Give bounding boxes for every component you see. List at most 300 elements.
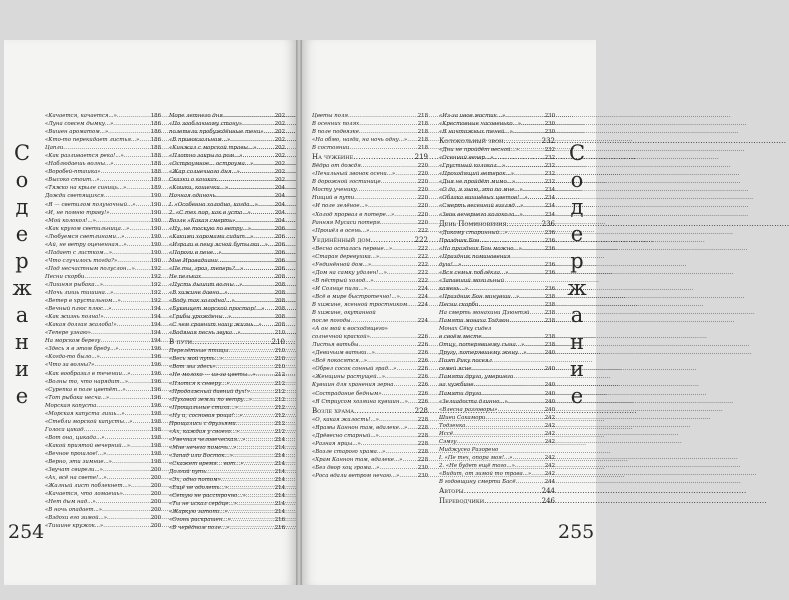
entry-page-number: 190	[150, 201, 161, 208]
dot-leader	[253, 233, 273, 241]
dot-leader	[126, 386, 150, 394]
dot-leader	[461, 261, 543, 269]
dot-leader	[101, 168, 150, 176]
toc-entry	[312, 301, 428, 309]
entry-page-number: 226	[417, 374, 428, 381]
entry-page-number: 198	[150, 418, 161, 425]
entry-page-number: 220	[417, 219, 428, 226]
entry-page-number: 236	[544, 269, 555, 276]
toc-entry	[45, 289, 161, 297]
toc-entry	[45, 442, 161, 450]
entry-page-number: 196	[150, 362, 161, 369]
entry-page-number: 196	[150, 354, 161, 361]
entry-page-number: 208	[274, 281, 285, 288]
dot-leader	[104, 313, 150, 321]
toc-entry	[439, 309, 555, 317]
entry-page-number: 244	[544, 479, 555, 486]
entry-page-number: 214	[274, 485, 285, 492]
toc-entry	[45, 394, 161, 402]
dot-leader	[228, 184, 274, 192]
entry-title: «Звучат свирели...»	[45, 467, 103, 474]
entry-title: Сэмгу	[439, 438, 457, 445]
entry-page-number: 208	[274, 298, 285, 305]
toc-entry	[439, 154, 555, 162]
entry-page-number: 238	[544, 342, 555, 349]
toc-entry	[45, 281, 161, 289]
entry-title: Отцу, потерявшему сына...»	[439, 342, 525, 349]
dot-leader	[217, 176, 274, 184]
entry-page-number	[554, 373, 555, 381]
dot-leader	[523, 186, 544, 194]
entry-page-number: 226	[417, 390, 428, 397]
toc-entry	[169, 404, 285, 412]
toc-entry	[312, 112, 428, 120]
entry-page-number: 236	[544, 237, 555, 244]
entry-title: «Влесна разговоры»	[439, 406, 498, 413]
toc-entry	[169, 273, 285, 281]
toc-entry	[45, 265, 161, 273]
entry-page-number: 200	[150, 507, 161, 514]
entry-title: «Праздник поминовения	[439, 253, 511, 260]
entry-title: «Сурепка в поле цветёт...»	[45, 386, 126, 393]
toc-entry	[312, 285, 428, 293]
toc-entry	[312, 194, 428, 202]
entry-title: I. «Особенно холодно, когда...»	[169, 201, 258, 208]
entry-page-number: 226	[417, 382, 428, 389]
entry-title: «Как разливается река!...»	[45, 153, 124, 160]
side-title-letter: н	[15, 330, 29, 354]
entry-title: «Звон вечернего колокола...»	[439, 211, 523, 218]
entry-title: «Качается, качается...»	[45, 113, 117, 119]
entry-page-number: 196	[150, 402, 161, 409]
toc-entry	[439, 186, 555, 194]
toc-entry	[45, 184, 161, 192]
toc-entry	[439, 333, 555, 341]
entry-page-number: 218	[417, 137, 428, 144]
entry-page-number: 240	[544, 350, 555, 357]
entry-page-number: 210	[274, 364, 285, 371]
entry-page-number: 190	[150, 257, 161, 264]
entry-page-number: 234	[544, 187, 555, 194]
entry-title: «Всё покосятся...»	[312, 358, 368, 365]
side-title-letter: о	[570, 168, 584, 192]
dot-leader	[130, 442, 150, 450]
dot-leader	[117, 112, 150, 120]
entry-page-number: 214	[274, 460, 285, 467]
dot-leader	[521, 120, 544, 128]
toc-entry	[312, 325, 428, 333]
toc-entry	[169, 281, 285, 289]
toc-entry	[312, 440, 428, 448]
entry-title: «Качается, что ломаешь»	[45, 491, 123, 498]
toc-entry	[312, 120, 428, 128]
dot-leader	[229, 524, 273, 532]
toc-entry	[439, 112, 555, 120]
entry-title: «Вся семья поблёкла...»	[439, 269, 509, 276]
entry-page-number: 222	[417, 245, 428, 252]
entry-title: Перелётные птицы	[169, 348, 229, 355]
entry-title: «Я Стриусом хозяина кувшин...»	[312, 398, 408, 405]
toc-entry	[312, 186, 428, 194]
dot-leader	[407, 136, 416, 144]
toc-entry	[169, 347, 285, 355]
entry-title: «Ах, каждая у своего...»	[169, 428, 240, 435]
toc-entry	[169, 396, 285, 404]
entry-page-number: 196	[150, 346, 161, 353]
dot-leader	[528, 194, 544, 202]
toc-entry	[45, 257, 161, 265]
entry-title: «Пе ты, гроз, теперь?...»	[169, 265, 244, 272]
toc-entry	[45, 128, 161, 136]
toc-entry	[45, 192, 161, 200]
entry-title: «Играли в пену ясной бутылки...»	[169, 241, 268, 248]
dot-leader	[96, 217, 150, 225]
toc-entry	[169, 428, 285, 436]
entry-page-number	[554, 325, 555, 333]
dot-leader	[103, 466, 150, 474]
entry-page-number: 228	[414, 406, 428, 415]
dot-leader	[242, 152, 273, 160]
entry-page-number: 208	[274, 306, 285, 313]
entry-title: Кувшин для хранения зерна	[312, 382, 394, 389]
toc-entry	[45, 426, 161, 434]
toc-entry	[169, 112, 285, 120]
entry-page-number: 196	[150, 386, 161, 393]
toc-entry	[169, 176, 285, 184]
entry-page-number: 206	[274, 225, 285, 232]
entry-page-number: 240	[544, 390, 555, 397]
entry-page-number: 212	[274, 428, 285, 435]
entry-page-number: 186	[150, 121, 161, 128]
entry-page-number: 242	[544, 462, 555, 469]
toc-entry	[439, 211, 555, 219]
dot-leader	[222, 249, 274, 257]
toc-entry	[169, 120, 285, 128]
entry-title: Другу, потерявшему жену...»	[439, 350, 527, 357]
dot-leader	[201, 273, 274, 281]
entry-page-number: 222	[417, 253, 428, 260]
toc-entry	[45, 241, 161, 249]
entry-title: В пути	[169, 338, 193, 347]
dot-leader	[361, 440, 417, 448]
entry-page-number: 240	[544, 398, 555, 405]
entry-page-number: 228	[417, 440, 428, 447]
toc-entry	[312, 144, 428, 152]
entry-page-number	[554, 253, 555, 261]
entry-page-number: 236	[544, 229, 555, 236]
dot-leader	[104, 192, 150, 200]
dot-leader	[94, 361, 149, 369]
toc-entry	[439, 373, 555, 381]
entry-title: «Эх, одно потом»	[169, 477, 221, 484]
entry-page-number: 240	[544, 366, 555, 373]
side-title-letter: а	[570, 303, 584, 327]
dot-leader	[233, 452, 274, 460]
toc-entry	[312, 293, 428, 301]
toc-entry	[45, 217, 161, 225]
entry-title: «Смерть весенний взгляд...»	[439, 203, 524, 210]
entry-page-number: 202	[274, 161, 285, 168]
toc-entry	[169, 313, 285, 321]
dot-leader	[119, 345, 150, 353]
toc-entry	[169, 388, 285, 396]
entry-title: «По заоблачному стану»	[169, 121, 243, 128]
dot-leader	[126, 184, 149, 192]
dot-leader	[239, 428, 274, 436]
entry-title: «Верно, эти зимние...»	[45, 459, 112, 466]
dot-leader	[456, 438, 543, 446]
entry-title: Сказки о кошках	[169, 177, 217, 184]
toc-entry	[45, 386, 161, 394]
entry-title: Монах Сёку сидел	[439, 326, 492, 333]
entry-page-number: 242	[544, 422, 555, 429]
toc-entry	[312, 269, 428, 277]
dot-leader	[228, 484, 274, 492]
entry-page-number: 190	[150, 225, 161, 232]
toc-entry	[45, 201, 161, 209]
dot-leader	[136, 201, 150, 209]
dot-leader	[109, 394, 149, 402]
toc-entry	[45, 482, 161, 490]
entry-page-number: 198	[150, 450, 161, 457]
dot-leader	[242, 281, 273, 289]
entry-title: «Как кругом светильница...»	[45, 225, 130, 232]
dot-leader	[400, 293, 417, 301]
entry-title: «Буквицет морской простор!...»	[169, 306, 265, 313]
toc-entry	[169, 476, 285, 484]
dot-leader	[371, 236, 414, 245]
dot-leader	[503, 137, 540, 146]
entry-page-number: 189	[150, 177, 161, 184]
dot-leader	[485, 414, 543, 422]
entry-page-number: 232	[541, 137, 555, 146]
entry-page-number: 220	[417, 171, 428, 178]
entry-title: «Ярамы Каннон там, вдалеке...»	[312, 424, 408, 431]
dot-leader	[512, 454, 543, 462]
toc-entry	[169, 217, 285, 225]
toc-entry	[45, 514, 161, 522]
dot-leader	[256, 144, 273, 152]
dot-leader	[112, 249, 150, 257]
dot-leader	[508, 229, 544, 237]
entry-title: Ночная одиночь	[169, 193, 216, 200]
side-title-letter: ж	[12, 276, 32, 300]
toc-section-heading	[439, 497, 555, 506]
dot-leader	[107, 514, 150, 522]
dot-leader	[132, 418, 149, 426]
entry-page-number: 192	[150, 281, 161, 288]
entry-title: «Я ничтожных теней...»	[439, 129, 513, 136]
entry-title: Песни скорби	[45, 273, 85, 280]
dot-leader	[523, 202, 543, 210]
dot-leader	[231, 516, 274, 524]
toc-entry	[439, 202, 555, 210]
entry-title: 2. «Не будет ещё того...»	[439, 462, 515, 469]
toc-entry	[169, 508, 285, 516]
dot-leader	[531, 470, 544, 478]
entry-title: «Любуемся светлинами...»	[45, 233, 125, 240]
dot-leader	[236, 444, 273, 452]
dot-leader	[250, 388, 274, 396]
dot-leader	[112, 458, 150, 466]
entry-page-number: 214	[274, 436, 285, 443]
dot-leader	[256, 371, 274, 379]
toc-entry	[169, 144, 285, 152]
entry-page-number: 230	[544, 113, 555, 119]
entry-page-number: 228	[417, 456, 428, 463]
entry-title: Цапли	[45, 145, 64, 152]
entry-page-number: 232	[544, 171, 555, 178]
side-title-letter: ж	[567, 276, 587, 300]
toc-entry	[169, 363, 285, 371]
entry-title: «Что случилось тогда?»	[45, 257, 118, 264]
toc-entry	[45, 305, 161, 313]
entry-title: «Мне нечего помочь...»	[169, 444, 237, 451]
entry-page-number: 200	[150, 499, 161, 506]
dot-leader	[230, 136, 274, 144]
entry-page-number: 188	[150, 145, 161, 152]
entry-page-number: 212	[274, 372, 285, 379]
entry-title: «Кто-то перекидает листья...»	[45, 137, 140, 144]
side-title-letter: С	[568, 141, 586, 165]
dot-leader	[192, 338, 271, 347]
entry-page-number: 220	[417, 187, 428, 194]
entry-title: «Всё в мире быстротечно!...»	[312, 293, 400, 300]
entry-page-number: 238	[544, 334, 555, 341]
entry-title: В хижине, ясенной тростником...	[312, 301, 413, 308]
entry-page-number	[554, 277, 555, 285]
toc-entry	[439, 146, 555, 154]
entry-title: «Тот рыбака несча...»	[45, 394, 110, 401]
entry-title: «Прошёл в осень...»	[312, 227, 370, 234]
entry-page-number: 238	[544, 318, 555, 325]
entry-title: «Праздник Бон минувши...»	[439, 293, 520, 300]
dot-leader	[127, 241, 150, 249]
dot-leader	[103, 281, 150, 289]
entry-title: «Какая долгая жалоба!»	[45, 322, 117, 329]
dot-leader	[129, 225, 149, 233]
toc-entry	[312, 277, 428, 285]
toc-entry	[45, 176, 161, 184]
toc-entry	[312, 202, 428, 210]
dot-leader	[394, 211, 416, 219]
entry-title: «Волны то, что нарядит...»	[45, 378, 129, 385]
dot-leader	[357, 186, 417, 194]
dot-leader	[508, 269, 543, 277]
entry-title: «Вечное прошлое!...»	[45, 450, 107, 457]
entry-title: Памяти монаха Тодзюн	[439, 318, 510, 325]
toc-entry	[312, 253, 428, 261]
entry-page-number: 190	[150, 193, 161, 200]
entry-page-number: 210	[274, 356, 285, 363]
toc-entry	[169, 249, 285, 257]
side-title-letter: а	[15, 303, 29, 327]
toc-entry	[45, 370, 161, 378]
dot-leader	[478, 301, 543, 309]
toc-entry	[439, 301, 555, 309]
toc-entry	[312, 398, 428, 406]
dot-leader	[354, 194, 416, 202]
entry-title: «На обмо, нагда, на ночь одну...»	[312, 137, 408, 144]
entry-page-number: 236	[544, 261, 555, 268]
dot-leader	[245, 436, 273, 444]
entry-title: «А он мой к восходящего»	[312, 326, 388, 333]
entry-page-number: 206	[274, 233, 285, 240]
entry-title: Дожди светящихся	[45, 193, 104, 200]
toc-entry	[169, 468, 285, 476]
dot-leader	[465, 422, 543, 430]
entry-title: «Вишен ароматом...»	[45, 129, 109, 136]
entry-title: Не пельках	[169, 273, 202, 280]
entry-page-number: 198	[150, 434, 161, 441]
dot-leader	[392, 245, 417, 253]
toc-entry	[312, 136, 428, 144]
entry-title: «Пороги в пене...»	[169, 249, 222, 256]
entry-page-number: 202	[274, 129, 285, 136]
dot-leader	[238, 404, 274, 412]
dot-leader	[206, 468, 274, 476]
dot-leader	[358, 341, 416, 349]
toc-column	[45, 112, 161, 530]
toc-entry	[45, 120, 161, 128]
dot-leader	[102, 506, 150, 514]
entry-page-number	[427, 309, 428, 317]
toc-entry	[312, 178, 428, 186]
toc-entry	[45, 249, 161, 257]
entry-title: «Наблюдаешь волны...»	[45, 161, 114, 168]
toc-entry	[45, 458, 161, 466]
entry-page-number: 218	[417, 113, 428, 119]
toc-entry	[169, 460, 285, 468]
dot-leader	[243, 265, 273, 273]
dot-leader	[376, 309, 427, 317]
entry-page-number: 222	[417, 261, 428, 268]
toc-entry	[439, 446, 555, 454]
entry-page-number: 192	[150, 290, 161, 297]
toc-entry	[169, 380, 285, 388]
entry-title: «Лишняя рыбака...»	[45, 281, 103, 288]
dot-leader	[407, 424, 416, 432]
dot-leader	[121, 297, 150, 305]
toc-entry	[439, 269, 555, 277]
entry-title: «Под несчастным полуслон...»	[45, 265, 135, 272]
entry-page-number: 186	[150, 113, 161, 119]
entry-title: «Ночь лишь тишина...»	[45, 290, 114, 297]
toc-entry	[45, 273, 161, 281]
dot-leader	[246, 492, 274, 500]
toc-entry	[439, 261, 555, 269]
dot-leader	[375, 349, 417, 357]
entry-title: «Какой приятой вечерний...»	[45, 442, 131, 449]
toc-entry	[45, 233, 161, 241]
dot-leader	[139, 136, 149, 144]
entry-title: «Возле старого храма...»	[312, 448, 386, 455]
entry-page-number: 206	[274, 249, 285, 256]
entry-title: «Высоко стоит...»	[45, 177, 100, 184]
dot-leader	[388, 325, 427, 333]
toc-entry	[312, 219, 428, 227]
toc-entry	[439, 430, 555, 438]
dot-leader	[481, 390, 544, 398]
toc-entry	[312, 456, 428, 464]
entry-title: «Осенний вечер...»	[439, 155, 494, 162]
toc-entry	[169, 184, 285, 192]
toc-entry	[45, 434, 161, 442]
entry-title: «Пусть дышит волны...»	[169, 281, 243, 288]
dot-leader	[223, 257, 274, 265]
toc-entry	[439, 120, 555, 128]
entry-page-number: 208	[274, 314, 285, 321]
